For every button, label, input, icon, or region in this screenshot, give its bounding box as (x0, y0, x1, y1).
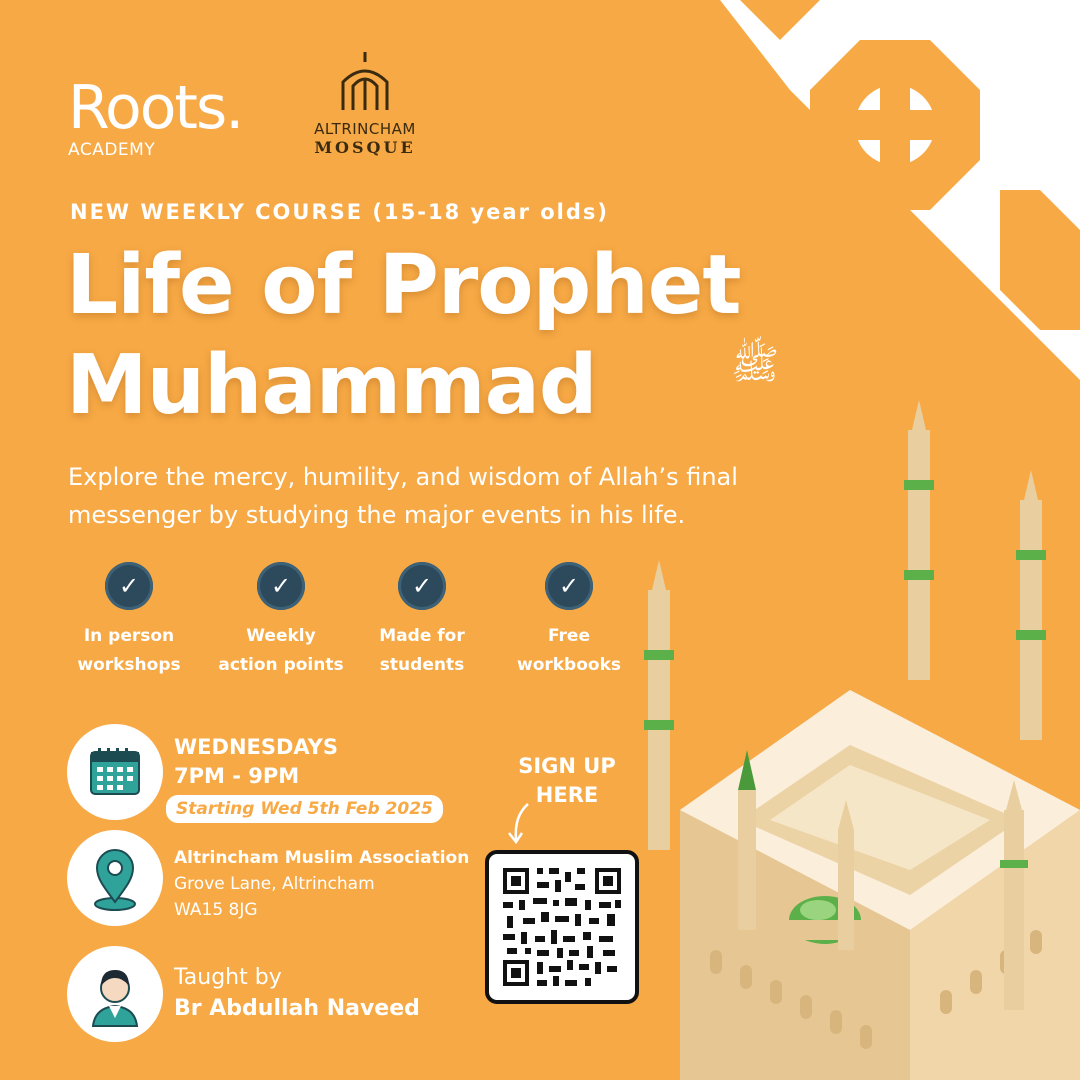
title-line-1: Life of Prophet (66, 238, 741, 333)
location-pin-icon (67, 830, 163, 926)
title-line-2: Muhammad (66, 338, 597, 433)
altrincham-mosque-logo (300, 48, 430, 157)
feature-label-line1: Free (548, 626, 590, 646)
teacher-label: Taught by (174, 965, 282, 990)
location-block (174, 845, 469, 923)
check-icon: ✓ (105, 562, 153, 610)
location-icon-circle (67, 830, 163, 926)
teacher-block (174, 962, 420, 1023)
check-icon: ✓ (398, 562, 446, 610)
roots-academy-logo (68, 73, 243, 160)
arrow-icon (500, 800, 540, 848)
feature-weekly-action (206, 562, 356, 680)
schedule-block (174, 733, 338, 791)
course-eyebrow: NEW WEEKLY COURSE (15-18 year olds) (70, 200, 610, 224)
geometric-pattern (700, 0, 1080, 380)
roots-logo-sub: ACADEMY (68, 140, 156, 160)
teacher-icon-circle (67, 946, 163, 1042)
mosque-logo-bottom: MOSQUE (314, 138, 416, 157)
roots-logo-word: Roots. (68, 73, 243, 143)
calendar-icon-circle (67, 724, 163, 820)
signup-line1: SIGN UP (518, 754, 616, 778)
calendar-icon (67, 724, 163, 820)
feature-label-line2: action points (218, 655, 344, 675)
location-line2: WA15 8JG (174, 900, 258, 920)
location-name: Altrincham Muslim Association (174, 848, 470, 868)
qr-code-pattern (489, 854, 635, 1000)
teacher-avatar-icon (67, 946, 163, 1042)
feature-label-line2: students (379, 655, 465, 675)
feature-label-line1: Made for (379, 626, 465, 646)
salawat-calligraphy: ﷺ (730, 342, 780, 388)
mosque-illustration (620, 390, 1080, 1080)
signup-line2: HERE (535, 783, 599, 807)
feature-label-line2: workshops (77, 655, 181, 675)
course-description: Explore the mercy, humility, and wisdom of Allah’s final messenger by studying the major events in his life. (68, 463, 738, 529)
schedule-day: WEDNESDAYS (174, 735, 338, 759)
mosque-logo-top: ALTRINCHAM (314, 120, 416, 138)
feature-in-person (54, 562, 204, 680)
feature-made-for-students (347, 562, 497, 680)
location-line1: Grove Lane, Altrincham (174, 874, 375, 894)
feature-label-line2: workbooks (516, 655, 622, 675)
start-date-badge: Starting Wed 5th Feb 2025 (166, 795, 443, 823)
schedule-time: 7PM - 9PM (174, 764, 300, 788)
mosque-arch-icon (335, 48, 395, 114)
check-icon: ✓ (545, 562, 593, 610)
qr-code[interactable] (485, 850, 639, 1004)
teacher-name: Br Abdullah Naveed (174, 996, 420, 1021)
check-icon: ✓ (257, 562, 305, 610)
feature-label-line1: Weekly (246, 626, 316, 646)
feature-label-line1: In person (83, 626, 175, 646)
